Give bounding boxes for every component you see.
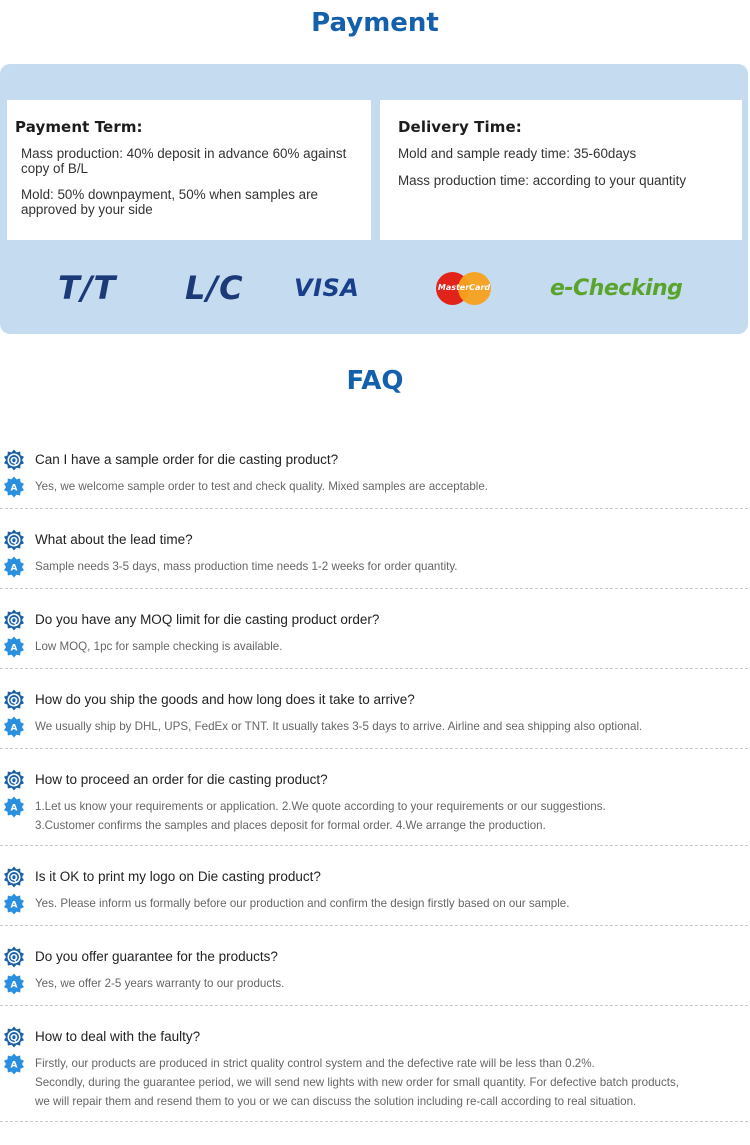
- question-icon-letter: Q: [10, 776, 18, 787]
- faq-answer-row: [0, 972, 748, 1005]
- faq-question-row: [0, 1022, 748, 1052]
- faq-answer: [35, 892, 569, 913]
- faq-question-row: [0, 942, 748, 972]
- faq-answer-row: [0, 1052, 748, 1121]
- visa-logo: [294, 268, 359, 308]
- answer-icon: [3, 476, 25, 498]
- question-icon: [3, 529, 25, 551]
- faq-item: [0, 605, 748, 669]
- lc-logo: [185, 268, 244, 308]
- answer-icon-letter: A: [10, 643, 18, 654]
- tt-logo-text: T/T: [58, 269, 117, 307]
- delivery-time-heading: Delivery Time:: [398, 118, 522, 136]
- faq-question: Can I have a sample order for die casting product?: [35, 452, 339, 467]
- faq-answer-line: Firstly, our products are produced in strict quality control system and the defective rate will be less than 0.2%.: [35, 1057, 595, 1070]
- payment-title: Payment: [311, 8, 439, 38]
- faq-answer: [35, 795, 606, 835]
- faq-answer-line: Secondly, during the guarantee period, we will send new lights with new order for small quantity. For defective batch products,: [35, 1076, 680, 1089]
- answer-icon: [3, 893, 25, 915]
- faq-answer-row: [0, 892, 748, 925]
- question-icon-letter: Q: [10, 1033, 18, 1044]
- answer-icon-letter: A: [10, 803, 18, 814]
- answer-icon: [3, 973, 25, 995]
- payment-term-box: [7, 100, 371, 240]
- faq-question-row: [0, 862, 748, 892]
- faq-item: [0, 862, 748, 926]
- faq-question: What about the lead time?: [35, 532, 193, 547]
- lc-logo-text: L/C: [185, 269, 244, 307]
- payment-term-line: Mold: 50% downpayment, 50% when samples are approved by your side: [21, 187, 318, 217]
- answer-icon-letter: A: [10, 483, 18, 494]
- faq-answer-line: Yes, we offer 2-5 years warranty to our products.: [35, 977, 285, 990]
- delivery-time-line: Mass production time: according to your quantity: [398, 173, 687, 188]
- answer-icon-letter: A: [10, 723, 18, 734]
- question-icon: [3, 1026, 25, 1048]
- faq-answer: [35, 972, 284, 993]
- faq-item: [0, 445, 748, 509]
- answer-icon: [3, 556, 25, 578]
- question-icon: [3, 609, 25, 631]
- faq-item: [0, 1022, 748, 1122]
- faq-question: Do you have any MOQ limit for die casting product order?: [35, 612, 380, 627]
- faq-answer-line: we will repair them and resend them to you or we can discuss the solution including re-call according to real situation.: [35, 1095, 637, 1108]
- faq-question: How do you ship the goods and how long does it take to arrive?: [35, 692, 415, 707]
- payment-term-heading: Payment Term:: [15, 118, 143, 136]
- faq-answer-line: We usually ship by DHL, UPS, FedEx or TNT. It usually takes 3-5 days to arrive. Airline and sea shipping also optional.: [35, 720, 643, 733]
- answer-icon-letter: A: [10, 563, 18, 574]
- visa-logo-text: VISA: [294, 274, 360, 302]
- mastercard-logo: [436, 268, 492, 308]
- answer-icon: [3, 716, 25, 738]
- faq-answer-line: 3.Customer confirms the samples and places deposit for formal order. 4.We arrange the production.: [35, 819, 546, 832]
- faq-item: [0, 765, 748, 846]
- question-icon: [3, 866, 25, 888]
- faq-answer-row: [0, 715, 748, 748]
- answer-icon-letter: A: [10, 980, 18, 991]
- answer-icon: [3, 636, 25, 658]
- answer-icon-letter: A: [10, 900, 18, 911]
- faq-question-row: [0, 445, 748, 475]
- faq-question-row: [0, 765, 748, 795]
- echecking-logo-text: e-Checking: [550, 275, 683, 301]
- faq-item: [0, 685, 748, 749]
- faq-answer-line: Sample needs 3-5 days, mass production time needs 1-2 weeks for order quantity.: [35, 560, 458, 573]
- faq-question-row: [0, 525, 748, 555]
- question-icon-letter: Q: [10, 873, 18, 884]
- question-icon: [3, 449, 25, 471]
- faq-answer-line: Yes. Please inform us formally before our production and confirm the design firstly based on our sample.: [35, 897, 570, 910]
- faq-question: Do you offer guarantee for the products?: [35, 949, 278, 964]
- faq-list: [0, 445, 750, 1122]
- question-icon-letter: Q: [10, 536, 18, 547]
- faq-answer-line: Low MOQ, 1pc for sample checking is available.: [35, 640, 283, 653]
- faq-answer: [35, 475, 488, 496]
- faq-question: How to proceed an order for die casting product?: [35, 772, 328, 787]
- delivery-time-box: [380, 100, 742, 240]
- question-icon-letter: Q: [10, 616, 18, 627]
- faq-answer-line: 1.Let us know your requirements or application. 2.We quote according to your requirements or our suggestions.: [35, 800, 606, 813]
- faq-answer: [35, 635, 282, 656]
- faq-answer-row: [0, 635, 748, 668]
- faq-answer-row: [0, 795, 748, 845]
- faq-question: Is it OK to print my logo on Die casting product?: [35, 869, 321, 884]
- mastercard-logo-text: MasterCard: [437, 283, 491, 292]
- faq-answer: [35, 715, 642, 736]
- delivery-time-line: Mold and sample ready time: 35-60days: [398, 146, 637, 161]
- faq-answer: [35, 555, 458, 576]
- question-icon: [3, 769, 25, 791]
- faq-answer: [35, 1052, 679, 1111]
- answer-icon: [3, 1053, 25, 1075]
- faq-answer-row: [0, 475, 748, 508]
- tt-logo: [58, 268, 116, 308]
- faq-title: FAQ: [346, 366, 404, 396]
- faq-question-row: [0, 685, 748, 715]
- answer-icon-letter: A: [10, 1060, 18, 1071]
- question-icon-letter: Q: [10, 953, 18, 964]
- question-icon: [3, 689, 25, 711]
- faq-answer-row: [0, 555, 748, 588]
- question-icon: [3, 946, 25, 968]
- question-icon-letter: Q: [10, 456, 18, 467]
- faq-item: [0, 525, 748, 589]
- payment-panel: [0, 64, 748, 334]
- question-icon-letter: Q: [10, 696, 18, 707]
- echecking-logo: [550, 268, 682, 308]
- faq-question: How to deal with the faulty?: [35, 1029, 201, 1044]
- faq-question-row: [0, 605, 748, 635]
- answer-icon: [3, 796, 25, 818]
- mastercard-circles: [436, 270, 492, 306]
- faq-item: [0, 942, 748, 1006]
- payment-term-line: Mass production: 40% deposit in advance 60% against copy of B/L: [21, 146, 347, 176]
- faq-answer-line: Yes, we welcome sample order to test and check quality. Mixed samples are acceptable.: [35, 480, 489, 493]
